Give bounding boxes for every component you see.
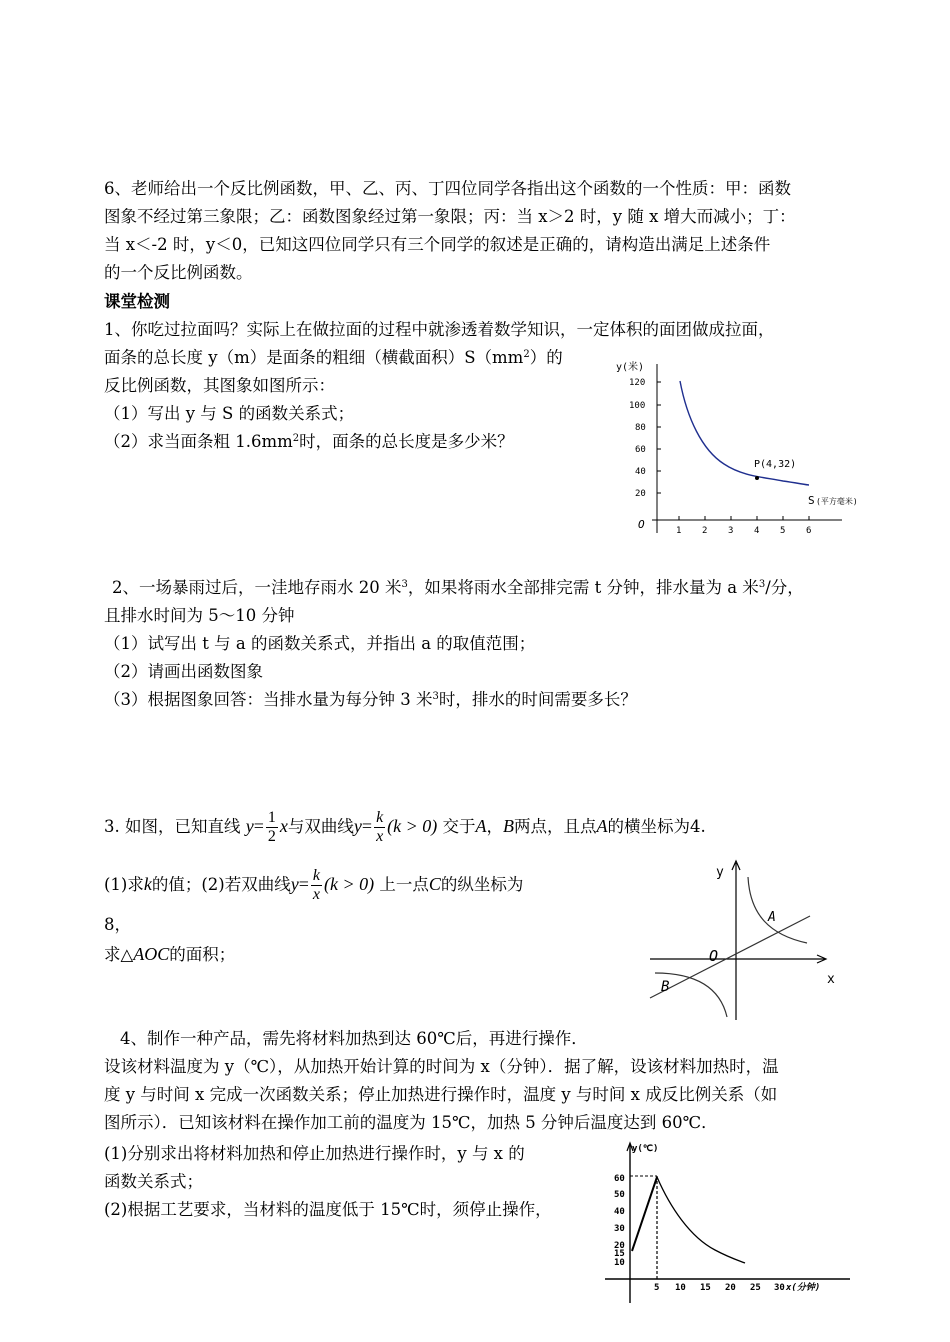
x-ticks — [676, 526, 811, 536]
y-axis-label: y(℃) — [632, 1144, 659, 1154]
y-tick: 10 — [614, 1258, 625, 1268]
x-tick: 2 — [702, 526, 708, 536]
p2-part-3-a: （3）根据图象回答：当排水量为每分钟 3 米 — [104, 690, 433, 709]
y-ticks — [629, 378, 646, 499]
heating-line — [632, 1177, 657, 1251]
q6-line-1: 6、老师给出一个反比例函数，甲、乙、丙、丁四位同学各指出这个函数的一个性质：甲：函数 — [104, 179, 791, 198]
y-tick: 120 — [629, 378, 646, 388]
y-ticks — [614, 1174, 625, 1268]
q6-line-2: 图象不经过第三象限；乙：函数图象经过第一象限；丙：当 x＞2 时，y 随 x 增大而减小；丁： — [104, 207, 796, 226]
temperature-graph — [600, 1137, 865, 1307]
p2-line-1-a: 2、一场暴雨过后，一洼地存雨水 20 米 — [112, 578, 402, 597]
p3-line-1 — [104, 804, 706, 849]
p3-y: y — [245, 816, 254, 836]
p1-line-1: 1、你吃过拉面吗？实际上在做拉面的过程中就渗透着数学知识，一定体积的面团做成拉面， — [104, 320, 775, 339]
p4-part-1-cont: 函数关系式； — [104, 1172, 203, 1191]
q6-line-3: 当 x＜-2 时，y＜0，已知这四位同学只有三个同学的叙述是正确的，请构造出满足上述条件 — [104, 235, 771, 254]
p4-line-1: 4、制作一种产品，需先将材料加热到达 60℃后，再进行操作． — [120, 1029, 588, 1048]
p3-dot: . — [700, 817, 706, 836]
p4-line-4: 图所示）．已知该材料在操作加工前的温度为 15℃，加热 5 分钟后温度达到 60℃． — [104, 1113, 718, 1132]
p3-prefix: 3. 如图，已知直线 — [104, 817, 241, 836]
p1-part-2 — [104, 430, 514, 454]
x-axis-label: S — [808, 494, 815, 507]
y-tick: 100 — [629, 401, 646, 411]
p1-line-2-a: 面条的总长度 y（m）是面条的粗细（横截面积）S（mm — [104, 348, 524, 367]
y-tick: 15 — [614, 1249, 625, 1259]
y-tick: 80 — [635, 423, 646, 433]
p3-four: 4 — [690, 817, 701, 836]
p1-line-2 — [104, 346, 563, 370]
p3-eq3: = — [298, 874, 309, 894]
y-tick: 20 — [635, 489, 646, 499]
x-tick: 15 — [700, 1283, 711, 1293]
p4-line-2: 设该材料温度为 y（℃），从加热开始计算的时间为 x（分钟）．据了解，设该材料加热时，温 — [104, 1057, 779, 1076]
p3-eq: = — [253, 816, 264, 836]
frac-numerator: k — [312, 867, 321, 884]
p2-part-3-b: 时，排水的时间需要多长？ — [438, 690, 637, 709]
x-axis-unit: (平方毫米) — [816, 497, 858, 506]
q6-line-4: 的一个反比例函数。 — [104, 263, 253, 282]
p3-AOC: AOC — [133, 944, 170, 964]
p1-part-1: （1）写出 y 与 S 的函数关系式； — [104, 404, 355, 423]
p4-part-2: (2)根据工艺要求，当材料的温度低于 15℃时，须停止操作， — [104, 1200, 552, 1219]
p3-line-4 — [104, 942, 235, 967]
point-a-label: A — [768, 910, 776, 925]
p2-part-3-sup: 3 — [432, 691, 439, 702]
y-tick: 50 — [614, 1190, 625, 1200]
y-tick: 60 — [635, 445, 646, 455]
p3-x: x — [279, 816, 288, 836]
y-axis-label: y — [716, 865, 724, 880]
p3-q1a: (1)求 — [104, 875, 144, 894]
p3-mid1: 与双曲线 — [287, 817, 354, 836]
p2-line-1-b: ，如果将雨水全部排完需 t 分钟，排水量为 a 米 — [407, 578, 759, 597]
p3-comma: ， — [486, 817, 504, 836]
x-ticks — [654, 1283, 785, 1293]
p3-line-3: 8， — [104, 915, 131, 934]
x-tick: 3 — [728, 526, 734, 536]
p2-line-2: 且排水时间为 5～10 分钟 — [104, 606, 295, 625]
section-title: 课堂检测 — [104, 292, 170, 311]
p3-cond: (k > 0) — [387, 816, 438, 836]
point-b-label: B — [661, 979, 670, 995]
x-tick: 1 — [676, 526, 682, 536]
point-p — [755, 476, 759, 480]
p3-mid6: 的纵坐标为 — [440, 875, 524, 894]
x-axis-label: x(分钟) — [786, 1283, 821, 1293]
p2-part-2: （2）请画出函数图象 — [104, 662, 263, 681]
p1-part-2-b: 时，面条的总长度是多少米？ — [299, 432, 514, 451]
frac-numerator: k — [376, 809, 384, 826]
frac-denominator: x — [376, 828, 384, 845]
frac-denominator: 2 — [267, 828, 276, 845]
p1-line-2-b: ）的 — [529, 348, 563, 367]
p3-line-2 — [104, 862, 523, 907]
y-tick: 30 — [614, 1224, 625, 1234]
p3-k: k — [143, 874, 152, 894]
p3-frac-kx — [374, 809, 385, 846]
x-tick: 20 — [725, 1283, 736, 1293]
p3-frac-kx-2 — [311, 867, 322, 904]
y-axis-label: y(米) — [616, 362, 645, 373]
p3-cond2: (k > 0) — [324, 874, 375, 894]
p1-part-2-sup: 2 — [292, 433, 300, 444]
origin-label: O — [638, 518, 645, 531]
line-hyperbola-graph — [645, 855, 855, 1025]
p3-q1b: 的值；(2)若双曲线 — [151, 875, 291, 894]
p3-frac-half — [266, 809, 278, 846]
p2-part-3 — [104, 688, 637, 712]
p3-triangle-symbol: △ — [120, 945, 134, 964]
x-tick: 4 — [754, 526, 760, 536]
p3-y3: y — [290, 874, 299, 894]
p4-part-1: (1)分别求出将材料加热和停止加热进行操作时，y 与 x 的 — [104, 1144, 525, 1163]
p3-mid5: 上一点 — [379, 875, 429, 894]
frac-numerator: 1 — [267, 809, 276, 826]
y-tick: 40 — [635, 467, 646, 477]
p4-line-3: 度 y 与时间 x 完成一次函数关系；停止加热进行操作时，温度 y 与时间 x 成反比例关系（如 — [104, 1085, 778, 1104]
p3-q2a: 求 — [104, 945, 121, 964]
p2-line-1-c: /分， — [765, 578, 804, 597]
p3-mid3: 两点，且点 — [514, 817, 597, 836]
p2-line-1-sup1: 3 — [401, 579, 408, 590]
origin-label: O — [709, 947, 719, 965]
p3-eq2: = — [361, 816, 373, 836]
p1-line-2-sup: 2 — [523, 349, 530, 360]
x-tick: 5 — [780, 526, 786, 536]
p3-B: B — [503, 816, 515, 836]
x-tick: 10 — [675, 1283, 686, 1293]
p3-C: C — [428, 874, 441, 894]
x-axis-label: x — [827, 972, 835, 987]
y-tick: 20 — [614, 1241, 625, 1251]
x-tick: 25 — [750, 1283, 761, 1293]
p2-part-1: （1）试写出 t 与 a 的函数关系式，并指出 a 的取值范围； — [104, 634, 536, 653]
y-tick: 40 — [614, 1207, 625, 1217]
x-tick: 6 — [806, 526, 812, 536]
p2-line-1 — [112, 576, 804, 600]
x-tick: 30 — [774, 1283, 785, 1293]
p1-part-2-a: （2）求当面条粗 1.6mm — [104, 432, 293, 451]
p3-mid2: 交于 — [442, 817, 476, 836]
cooling-curve — [657, 1177, 745, 1263]
p3-mid4: 的横坐标为 — [607, 817, 691, 836]
p3-q2b: 的面积； — [169, 945, 236, 964]
p1-line-3: 反比例函数，其图象如图所示： — [104, 376, 335, 395]
p2-line-1-sup2: 3 — [758, 579, 766, 590]
x-tick: 5 — [654, 1283, 660, 1293]
noodle-graph — [612, 358, 882, 536]
straight-line — [650, 916, 810, 998]
y-tick: 60 — [614, 1174, 625, 1184]
frac-denominator: x — [312, 886, 321, 903]
p3-A2: A — [596, 816, 608, 836]
point-p-label: P(4,32) — [754, 459, 797, 470]
p3-y2: y — [353, 816, 362, 836]
p3-A: A — [475, 816, 487, 836]
